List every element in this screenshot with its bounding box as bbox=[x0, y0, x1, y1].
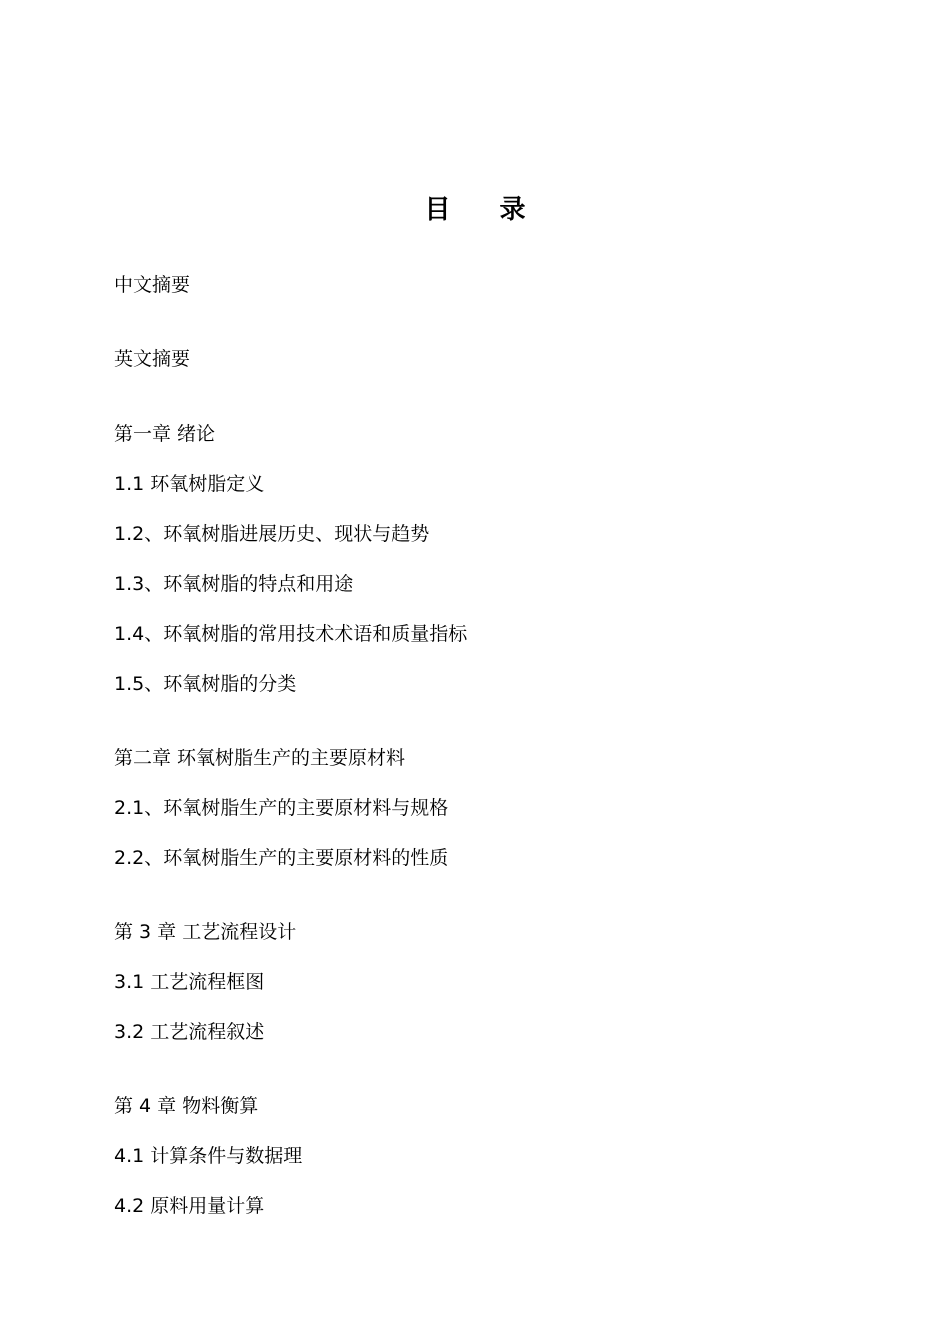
toc-entry-abstract-en[interactable]: 英文摘要 bbox=[114, 348, 191, 370]
toc-entry-chapter-2[interactable]: 第二章 环氧树脂生产的主要原材料 bbox=[114, 747, 406, 769]
toc-entry-chapter-1[interactable]: 第一章 绪论 bbox=[114, 423, 216, 445]
toc-entry-1-1[interactable]: 1.1 环氧树脂定义 bbox=[114, 473, 265, 495]
toc-entry-1-5[interactable]: 1.5、环氧树脂的分类 bbox=[114, 673, 297, 695]
toc-entry-1-4[interactable]: 1.4、环氧树脂的常用技术术语和质量指标 bbox=[114, 623, 468, 645]
toc-entry-2-2[interactable]: 2.2、环氧树脂生产的主要原材料的性质 bbox=[114, 847, 449, 869]
toc-entry-4-1[interactable]: 4.1 计算条件与数据理 bbox=[114, 1145, 303, 1167]
toc-entry-chapter-3[interactable]: 第 3 章 工艺流程设计 bbox=[114, 921, 297, 943]
toc-entry-1-2[interactable]: 1.2、环氧树脂进展历史、现状与趋势 bbox=[114, 523, 430, 545]
toc-entry-1-3[interactable]: 1.3、环氧树脂的特点和用途 bbox=[114, 573, 354, 595]
toc-entry-abstract-cn[interactable]: 中文摘要 bbox=[114, 274, 191, 296]
page-title: 目 录 bbox=[424, 195, 546, 225]
toc-entry-2-1[interactable]: 2.1、环氧树脂生产的主要原材料与规格 bbox=[114, 797, 449, 819]
toc-entry-3-1[interactable]: 3.1 工艺流程框图 bbox=[114, 971, 265, 993]
toc-entry-chapter-4[interactable]: 第 4 章 物料衡算 bbox=[114, 1095, 259, 1117]
toc-entry-3-2[interactable]: 3.2 工艺流程叙述 bbox=[114, 1021, 265, 1043]
toc-entry-4-2[interactable]: 4.2 原料用量计算 bbox=[114, 1195, 265, 1217]
